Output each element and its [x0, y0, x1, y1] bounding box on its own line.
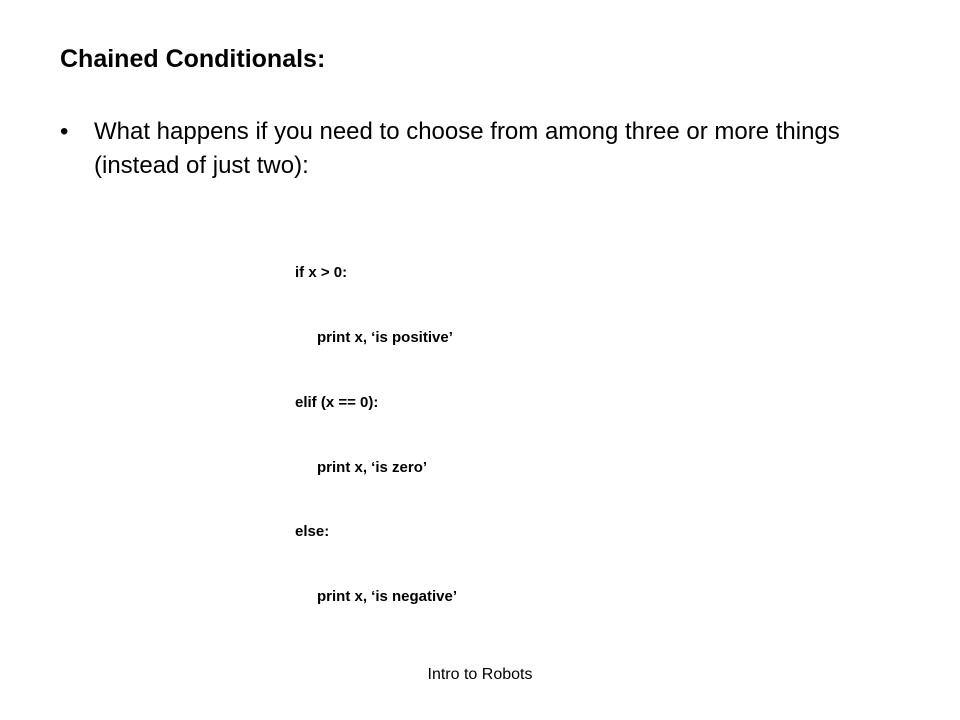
bullet-text: What happens if you need to choose from among three or more things (instead of just two):: [94, 118, 840, 179]
code-line-if: if x > 0:: [295, 264, 348, 282]
code-line-else: else:: [295, 523, 330, 541]
bullet-item: [60, 115, 920, 183]
slide-title: Chained Conditionals:: [60, 45, 326, 73]
code-line-print-negative: print x, ‘is negative’: [317, 588, 458, 606]
bullet-marker: •: [60, 118, 69, 145]
code-line-elif: elif (x == 0):: [295, 393, 379, 411]
code-block: [295, 219, 457, 651]
bullet-list: [60, 115, 920, 183]
code-line-print-zero: print x, ‘is zero’: [317, 458, 428, 476]
code-line-print-positive: print x, ‘is positive’: [317, 328, 453, 346]
slide-footer: Intro to Robots: [427, 666, 533, 683]
